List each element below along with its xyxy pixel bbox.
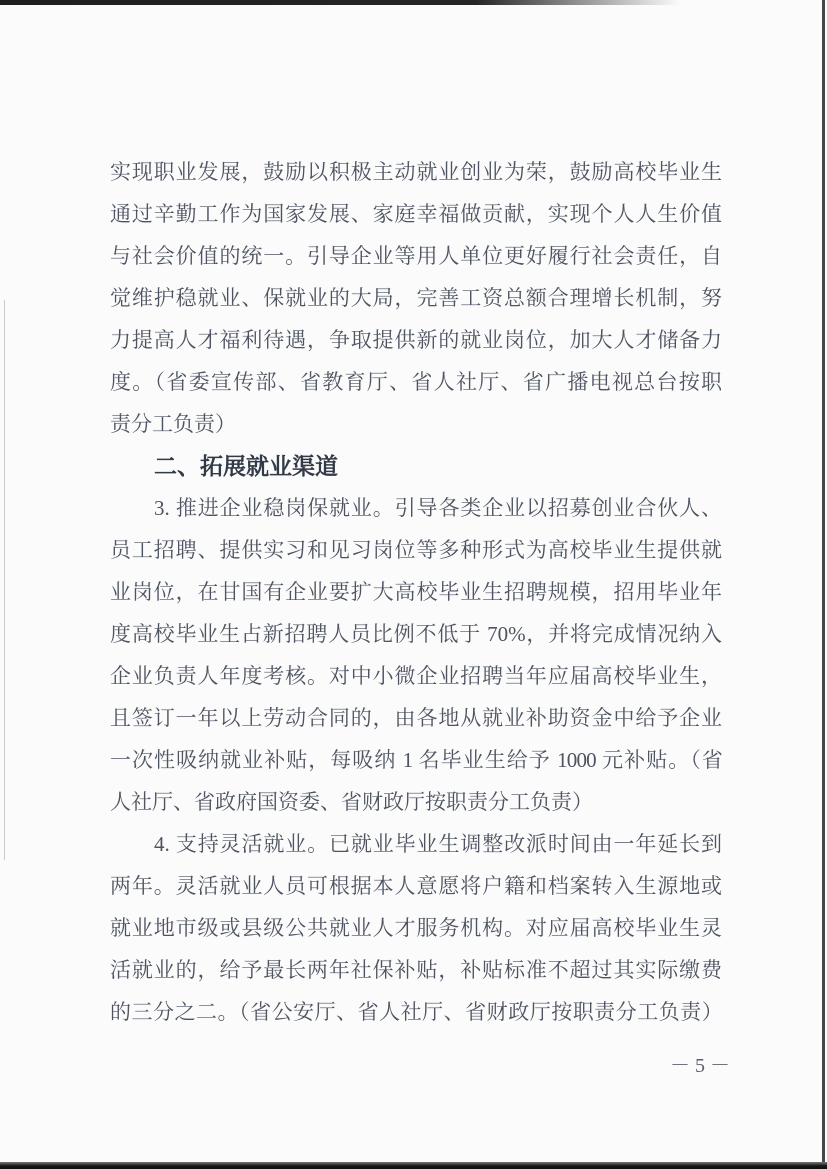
text-line: 度。（省委宣传部、省教育厅、省人社厅、省广播电视总台按职 <box>110 370 722 394</box>
text-line: 力提高人才福利待遇，争取提供新的就业岗位，加大人才储备力 <box>110 328 722 352</box>
text-line: 通过辛勤工作为国家发展、家庭幸福做贡献，实现个人人生价值 <box>110 202 722 226</box>
text-line: 业岗位，在甘国有企业要扩大高校毕业生招聘规模，招用毕业年 <box>110 580 722 604</box>
section-heading: 二、拓展就业渠道 <box>154 453 338 479</box>
scan-edge-top <box>0 0 680 5</box>
scan-edge-bottom <box>0 1162 827 1169</box>
scan-edge-left <box>4 300 5 860</box>
text-line: 且签订一年以上劳动合同的，由各地从就业补助资金中给予企业 <box>110 706 722 730</box>
text-line: 人社厅、省政府国资委、省财政厅按职责分工负责） <box>110 790 593 814</box>
text-line: 度高校毕业生占新招聘人员比例不低于 70%，并将完成情况纳入 <box>110 622 722 646</box>
text-line: 活就业的，给予最长两年社保补贴，补贴标准不超过其实际缴费 <box>110 958 722 982</box>
text-line: 4. 支持灵活就业。已就业毕业生调整改派时间由一年延长到 <box>154 832 722 856</box>
text-line: 企业负责人年度考核。对中小微企业招聘当年应届高校毕业生， <box>110 664 722 688</box>
text-line: 觉维护稳就业、保就业的大局，完善工资总额合理增长机制，努 <box>110 286 722 310</box>
text-line: 两年。灵活就业人员可根据本人意愿将户籍和档案转入生源地或 <box>110 874 722 898</box>
text-line: 责分工负责） <box>110 412 236 436</box>
text-line: 员工招聘、提供实习和见习岗位等多种形式为高校毕业生提供就 <box>110 538 722 562</box>
page-number: － 5 － <box>670 1055 730 1077</box>
text-line: 一次性吸纳就业补贴，每吸纳 1 名毕业生给予 1000 元补贴。（省 <box>110 748 722 772</box>
document-body <box>110 151 722 1033</box>
text-line: 实现职业发展，鼓励以积极主动就业创业为荣，鼓励高校毕业生 <box>110 160 722 184</box>
text-line: 就业地市级或县级公共就业人才服务机构。对应届高校毕业生灵 <box>110 916 722 940</box>
scan-edge-right <box>822 0 825 1163</box>
text-line: 的三分之二。（省公安厅、省人社厅、省财政厅按职责分工负责） <box>110 1000 722 1024</box>
text-line: 3. 推进企业稳岗保就业。引导各类企业以招募创业合伙人、 <box>154 496 722 520</box>
text-line: 与社会价值的统一。引导企业等用人单位更好履行社会责任，自 <box>110 244 722 268</box>
